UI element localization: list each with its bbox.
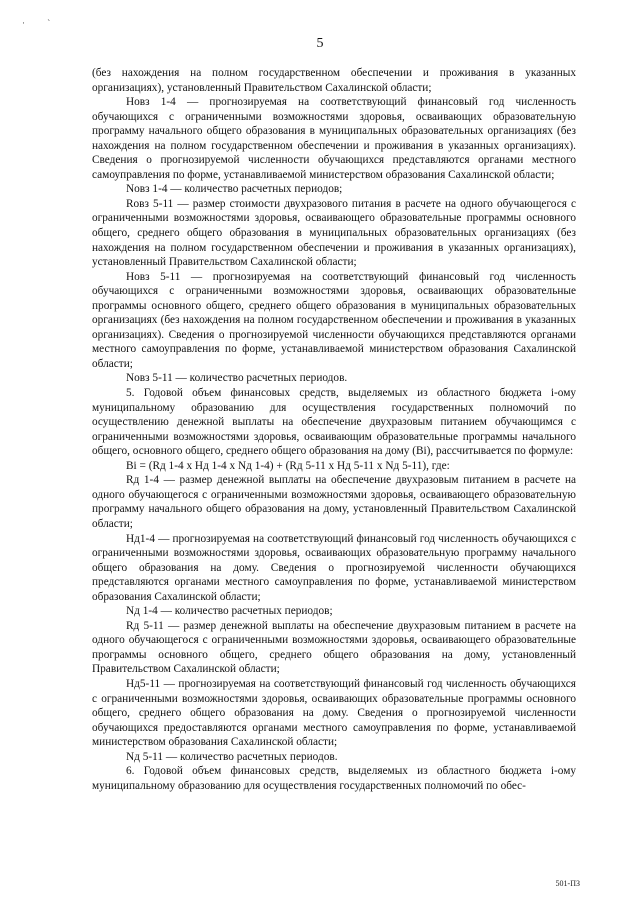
paragraph: Новз 1-4 — прогнозируемая на соответствующий финансовый год численность обучающихся с ограниченными возможностями здоровья, осваивающих образовательную программу начального общего образования в муниципальных образовательных организациях (без нахождения на полном государственном обеспечении и проживания в указанных организациях). Сведения о прогнозируемой численности обучающихся представляются органами местного самоуправления по форме, устанавливаемой министерством образования Сахалинской области; (92, 96, 576, 181)
body-text (92, 66, 576, 793)
paragraph: Nовз 5-11 — количество расчетных периодов. (126, 372, 348, 385)
corner-marks: · ` (22, 18, 61, 28)
paragraph: 5. Годовой объем финансовых средств, выделяемых из областного бюджета i-ому муниципальному образованию для осуществления государственных полномочий по осуществлению денежной выплаты на обеспечение двухразовым питанием обучающимся с ограниченными возможностями здоровья, осваивающим образовательные программы начального общего, основного общего, среднего общего образования на дому (Вi), рассчитывается по формуле: (92, 387, 576, 458)
formula: Вi = (Rд 1-4 х Нд 1-4 х Nд 1-4) + (Rд 5-11 х Нд 5-11 х Nд 5-11), где: (126, 459, 450, 472)
paragraph: (без нахождения на полном государственном обеспечении и проживания в указанных организациях), установленный Правительством Сахалинской области; (92, 67, 576, 94)
paragraph: Нд1-4 — прогнозируемая на соответствующий финансовый год численность обучающихся с ограниченными возможностями здоровья, осваивающих образовательную программу начального общего образования на дому. Сведения о прогнозируемой численности обучающихся представляются органами местного самоуправления по форме, устанавливаемой министерством образования Сахалинской области; (92, 532, 576, 603)
paragraph: Rд 5-11 — размер денежной выплаты на обеспечение двухразовым питанием в расчете на одного обучающегося с ограниченными возможностями здоровья, осваивающего образовательные программы основного общего, среднего общего образования на дому, установленный Правительством Сахалинской области; (92, 619, 576, 676)
page-number: 5 (316, 36, 324, 51)
paragraph: Нд5-11 — прогнозируемая на соответствующий финансовый год численность обучающихся с ограниченными возможностями здоровья, осваивающих образовательные программы основного общего, среднего общего образования на дому. Сведения о прогнозируемой численности обучающихся предоставляются органами местного самоуправления по форме, устанавливаемой министерством образования Сахалинской области; (92, 677, 576, 749)
paragraph: Nовз 1-4 — количество расчетных периодов; (126, 183, 343, 196)
paragraph: Nд 5-11 — количество расчетных периодов. (126, 750, 338, 763)
paragraph: Новз 5-11 — прогнозируемая на соответствующий финансовый год численность обучающихся с ограниченными возможностями здоровья, осваивающих образовательные программы основного общего, среднего общего образования в муниципальных образовательных организациях (без нахождения на полном государственном обеспечении и проживания в указанных организациях). Сведения о прогнозируемой численности обучающихся представляются органами местного самоуправления по форме, устанавливаемой министерством образования Сахалинской области; (92, 270, 576, 370)
paragraph: Nд 1-4 — количество расчетных периодов; (126, 605, 333, 618)
document-code: 501-ПЗ (555, 879, 580, 888)
paragraph: Rовз 5-11 — размер стоимости двухразового питания в расчете на одного обучающегося с ограниченными возможностями здоровья, осваивающего образовательные программы основного общего, среднего общего образования в муниципальных образовательных организациях (без нахождения на полном государственном обеспечении и проживания в указанных организациях), установленный Правительством Сахалинской области; (92, 197, 576, 269)
paragraph: Rд 1-4 — размер денежной выплаты на обеспечение двухразовым питанием в расчете на одного обучающегося с ограниченными возможностями здоровья, осваивающего образовательную программу начального общего образования на дому, установленный Правительством Сахалинской области; (92, 474, 576, 530)
paragraph: 6. Годовой объем финансовых средств, выделяемых из областного бюджета i-ому муниципальному образованию для осуществления государственных полномочий по обес- (92, 765, 576, 792)
